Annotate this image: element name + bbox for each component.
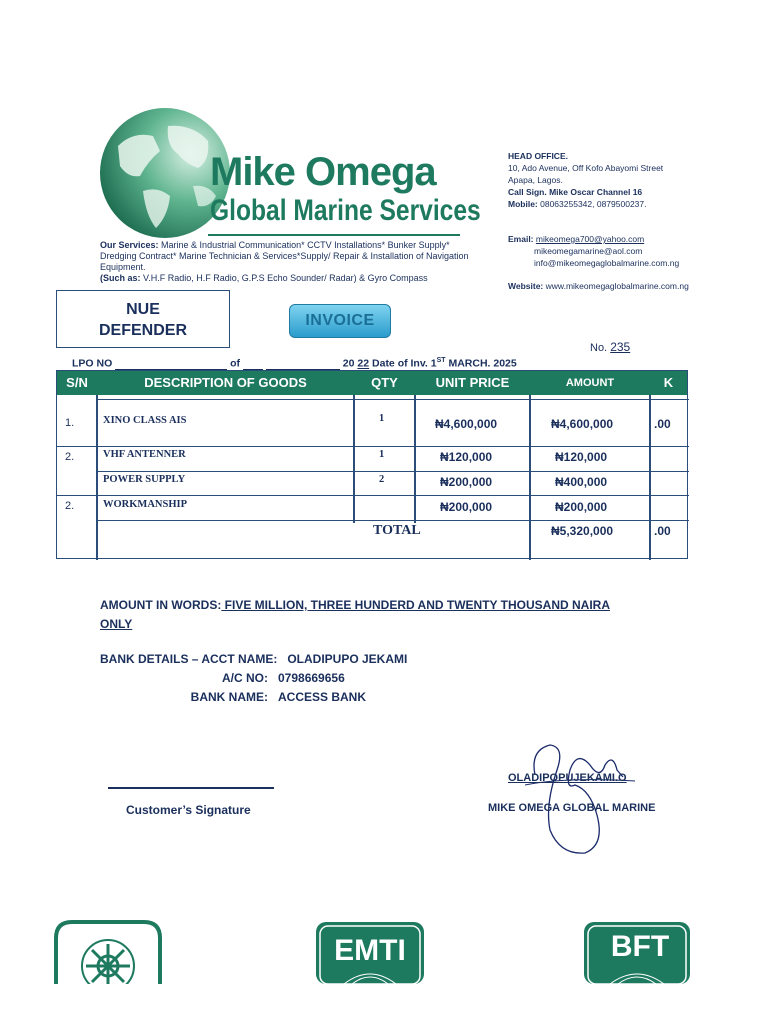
row1-sn: 1. xyxy=(65,417,75,429)
bank-name-label: BANK NAME: xyxy=(190,690,268,704)
services-label: Our Services: xyxy=(100,240,159,250)
row-divider xyxy=(96,520,689,521)
lpo-of: of xyxy=(230,357,241,370)
row2-amount: ₦120,000 xyxy=(555,450,608,464)
row-divider xyxy=(57,495,689,496)
lpo-year-prefix: 20 xyxy=(342,357,355,370)
row3-amount: ₦400,000 xyxy=(555,475,608,489)
col-divider xyxy=(414,395,416,523)
office-address-line2: Apapa, Lagos. xyxy=(508,175,563,185)
signer-name: OLADIPOPUJEKAMI.O xyxy=(508,772,627,784)
customer-signature-label: Customer’s Signature xyxy=(126,803,251,817)
row2-unit-price: ₦120,000 xyxy=(440,450,493,464)
total-label: TOTAL xyxy=(373,523,421,538)
email-block xyxy=(508,233,728,269)
col-divider xyxy=(529,395,531,560)
row3-description: POWER SUPPLY xyxy=(103,474,186,485)
header-amount: AMOUNT xyxy=(530,371,650,395)
amount-words-line1: FIVE MILLION, THREE HUNDERD AND TWENTY THOUSAND NAIRA xyxy=(221,598,610,612)
row1-k: .00 xyxy=(654,417,671,431)
row-divider xyxy=(96,471,689,472)
lpo-label: LPO NO xyxy=(72,357,113,370)
invoice-date-label: Date of Inv. 1 xyxy=(372,357,437,370)
row4-description: WORKMANSHIP xyxy=(103,499,187,510)
total-amount: ₦5,320,000 xyxy=(551,524,614,538)
bft-logo-text: BFT xyxy=(610,930,670,963)
amount-words-line2: ONLY xyxy=(100,617,133,631)
email-link-2[interactable]: mikeomegamarine@aol.com xyxy=(534,246,643,256)
row3-qty: 2 xyxy=(379,474,385,485)
website-link[interactable]: www.mikeomegaglobalmarine.com.ng xyxy=(545,281,689,291)
services-text: Marine & Industrial Communication* CCTV Installations* Bunker Supply* Dredging Contract* Marine Technician & Services*Supply/ Repair & Installation of Navigation Equipment. xyxy=(100,240,469,272)
signer-company: MIKE OMEGA GLOBAL MARINE xyxy=(488,802,656,814)
acct-name-label: BANK DETAILS – ACCT NAME: xyxy=(100,652,278,666)
header-k: K xyxy=(650,371,687,395)
invoice-date-sup: ST xyxy=(436,357,446,364)
services-description xyxy=(100,240,470,284)
vessel-name-line1: NUE xyxy=(126,301,160,318)
customer-signature-line xyxy=(108,787,274,789)
bft-logo xyxy=(582,920,692,984)
acct-number-value: 0798669656 xyxy=(278,671,345,685)
acct-number-label: A/C NO: xyxy=(222,671,268,685)
emti-logo-text: EMTI xyxy=(334,934,406,967)
company-name: Mike Omega xyxy=(210,150,436,194)
invoice-number-label: No. xyxy=(590,342,608,354)
invoice-number-value: 235 xyxy=(610,340,631,354)
handwritten-signature xyxy=(505,735,645,860)
header-sn: S/N xyxy=(57,371,97,395)
row2-sn: 2. xyxy=(65,451,75,463)
invoice-badge: INVOICE xyxy=(289,304,391,338)
row3-unit-price: ₦200,000 xyxy=(440,475,493,489)
col-divider xyxy=(649,395,651,560)
row1-unit-price: ₦4,600,000 xyxy=(435,417,498,431)
header-unit-price: UNIT PRICE xyxy=(415,371,530,395)
row-divider xyxy=(57,446,689,447)
vessel-name-line2: DEFENDER xyxy=(98,322,187,339)
row2-qty: 1 xyxy=(379,449,385,460)
acct-name-value: OLADIPUPO JEKAMI xyxy=(287,652,408,666)
email-link-1[interactable]: mikeomega700@yahoo.com xyxy=(535,234,645,244)
head-office-title: HEAD OFFICE. xyxy=(508,151,568,161)
col-divider xyxy=(353,395,355,523)
website-label: Website: xyxy=(508,281,544,291)
header-qty: QTY xyxy=(354,371,415,395)
bank-name-value: ACCESS BANK xyxy=(278,690,367,704)
invoice-number xyxy=(590,340,630,354)
total-k: .00 xyxy=(654,524,671,538)
header-description: DESCRIPTION OF GOODS xyxy=(97,371,354,395)
head-office-block xyxy=(508,150,708,210)
company-subtitle: Global Marine Services xyxy=(210,194,481,227)
website-line xyxy=(508,281,689,291)
vessel-name-box xyxy=(56,290,230,348)
row4-sn: 2. xyxy=(65,500,75,512)
services-such-text: V.H.F Radio, H.F Radio, G.P.S Echo Sounder/ Radar) & Gyro Compass xyxy=(143,273,428,283)
row1-description: XINO CLASS AIS xyxy=(103,415,187,426)
amount-in-words xyxy=(100,596,660,634)
emti-logo xyxy=(314,920,426,984)
amount-words-label: AMOUNT IN WORDS: xyxy=(100,598,222,612)
office-address-line1: 10, Ado Avenue, Off Kofo Abayomi Street xyxy=(508,163,664,173)
mobile-label: Mobile: xyxy=(508,199,538,209)
row4-amount: ₦200,000 xyxy=(555,500,608,514)
bank-details xyxy=(100,650,407,707)
row1-amount: ₦4,600,000 xyxy=(551,417,614,431)
lpo-date-line xyxy=(72,357,517,370)
col-divider xyxy=(96,395,98,560)
brand-underline xyxy=(208,234,460,236)
email-link-3[interactable]: info@mikeomegaglobalmarine.com.ng xyxy=(534,258,680,268)
row-divider xyxy=(96,399,689,400)
row4-unit-price: ₦200,000 xyxy=(440,500,493,514)
row2-description: VHF ANTENNER xyxy=(103,449,186,460)
row1-qty: 1 xyxy=(379,413,385,424)
goods-table xyxy=(56,370,688,559)
services-such-label: (Such as: xyxy=(100,273,141,283)
office-callsign: Call Sign. Mike Oscar Channel 16 xyxy=(508,187,643,197)
email-label: Email: xyxy=(508,234,534,244)
lpo-year: 22 xyxy=(357,357,370,370)
nimasa-logo xyxy=(52,920,164,984)
mobile-numbers: 08063255342, 0879500237. xyxy=(540,199,647,209)
invoice-date: MARCH. 2025 xyxy=(445,357,517,370)
